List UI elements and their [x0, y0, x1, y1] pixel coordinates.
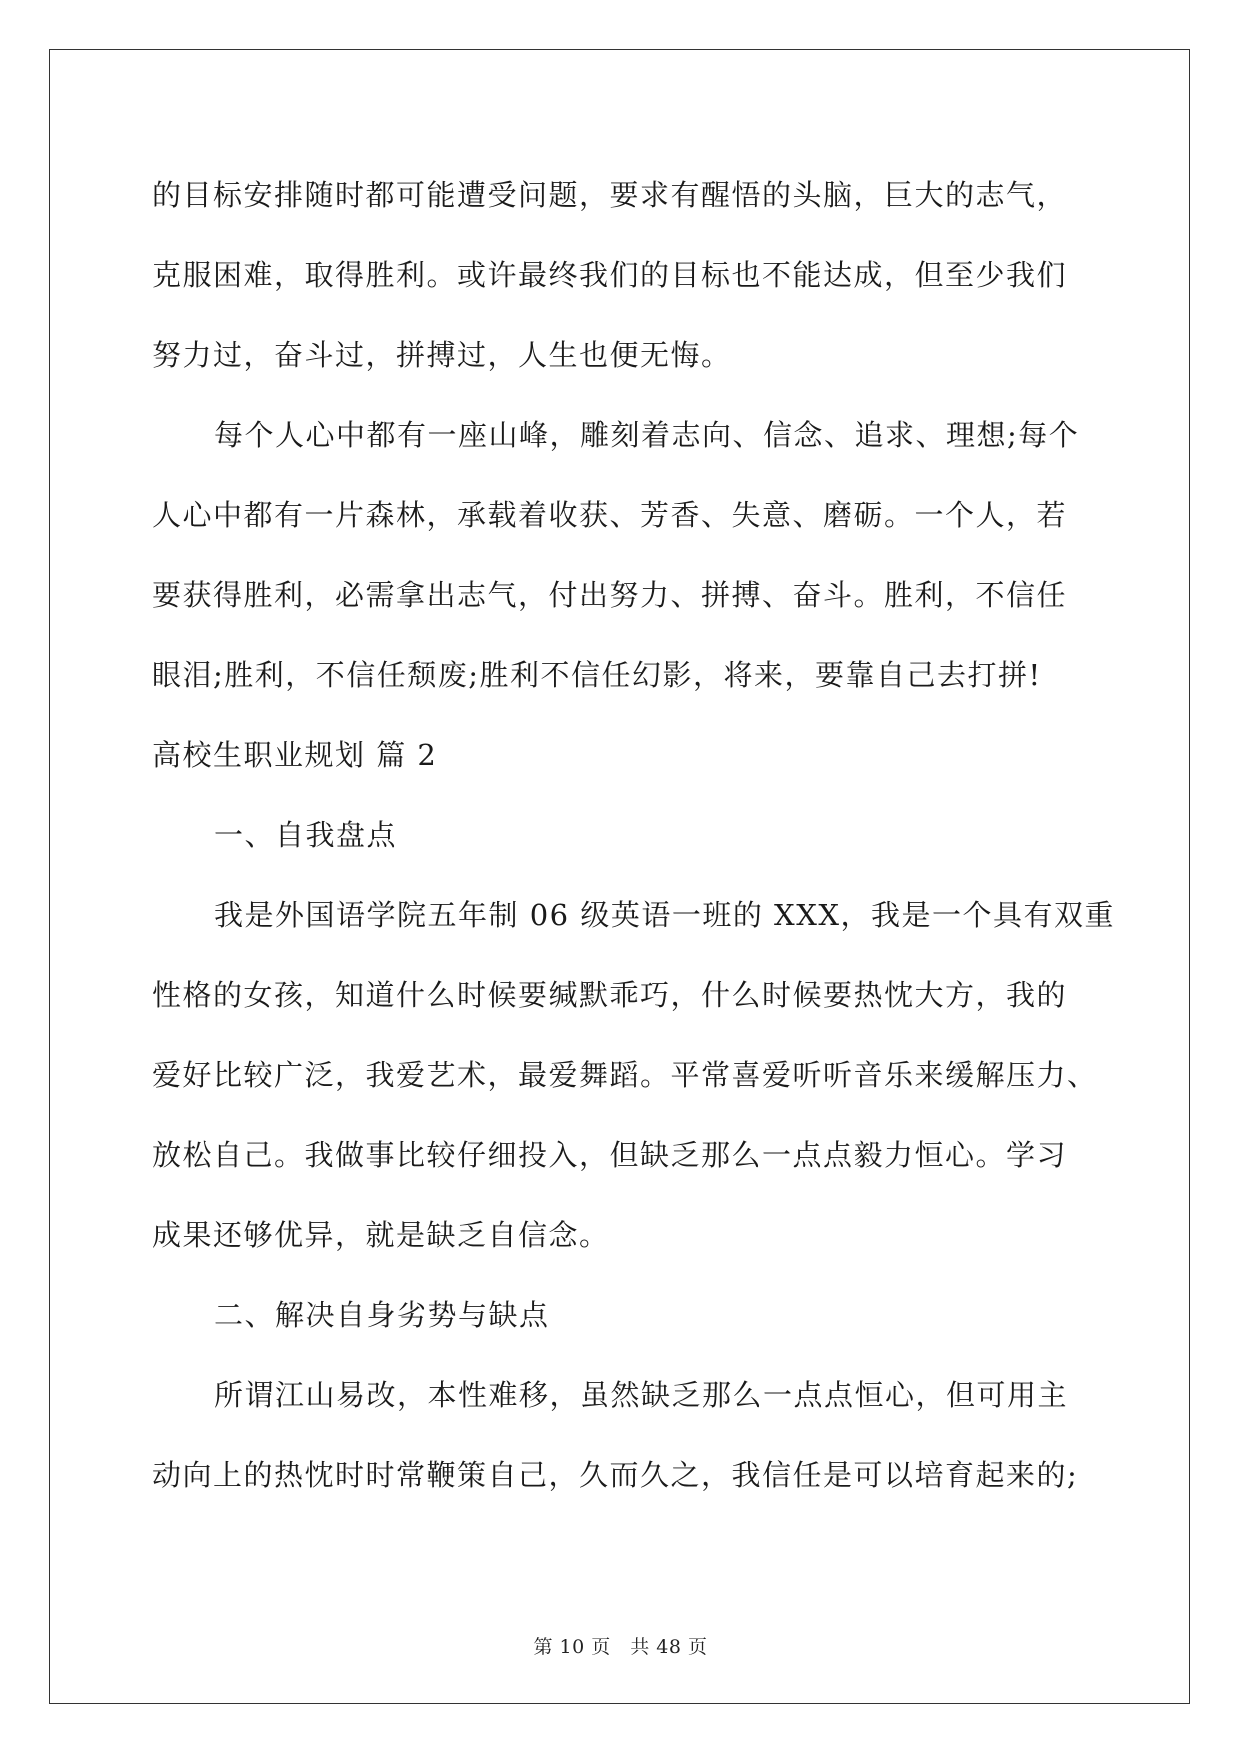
text-line: 的目标安排随时都可能遭受问题，要求有醒悟的头脑，巨大的志气， — [152, 178, 1068, 212]
document-body — [152, 155, 1115, 1515]
paragraph-start-line: 我是外国语学院五年制 06 级英语一班的 XXX，我是一个具有双重 — [214, 898, 1115, 932]
subsection-heading: 一、自我盘点 — [214, 818, 398, 852]
paragraph-start-line: 所谓江山易改，本性难移，虽然缺乏那么一点点恒心，但可用主 — [214, 1378, 1069, 1412]
text-line: 成果还够优异，就是缺乏自信念。 — [152, 1218, 610, 1252]
text-line: 眼泪;胜利，不信任颓废;胜利不信任幻影，将来，要靠自己去打拼! — [152, 658, 1042, 692]
text-line: 放松自己。我做事比较仔细投入，但缺乏那么一点点毅力恒心。学习 — [152, 1138, 1068, 1172]
text-line: 要获得胜利，必需拿出志气，付出努力、拼搏、奋斗。胜利，不信任 — [152, 578, 1068, 612]
text-line: 克服困难，取得胜利。或许最终我们的目标也不能达成，但至少我们 — [152, 258, 1068, 292]
text-line: 性格的女孩，知道什么时候要缄默乖巧，什么时候要热忱大方，我的 — [152, 978, 1068, 1012]
subsection-heading: 二、解决自身劣势与缺点 — [214, 1298, 550, 1332]
section-heading: 高校生职业规划 篇 2 — [152, 738, 438, 772]
page-number-footer: 第 10 页 共 48 页 — [533, 1636, 708, 1658]
text-line: 动向上的热忱时时常鞭策自己，久而久之，我信任是可以培育起来的; — [152, 1458, 1079, 1492]
paragraph-start-line: 每个人心中都有一座山峰，雕刻着志向、信念、追求、理想;每个 — [214, 418, 1080, 452]
text-line: 人心中都有一片森林，承载着收获、芳香、失意、磨砺。一个人，若 — [152, 498, 1068, 532]
text-line: 爱好比较广泛，我爱艺术，最爱舞蹈。平常喜爱听听音乐来缓解压力、 — [152, 1058, 1098, 1092]
text-line: 努力过，奋斗过，拼搏过，人生也便无悔。 — [152, 338, 732, 372]
